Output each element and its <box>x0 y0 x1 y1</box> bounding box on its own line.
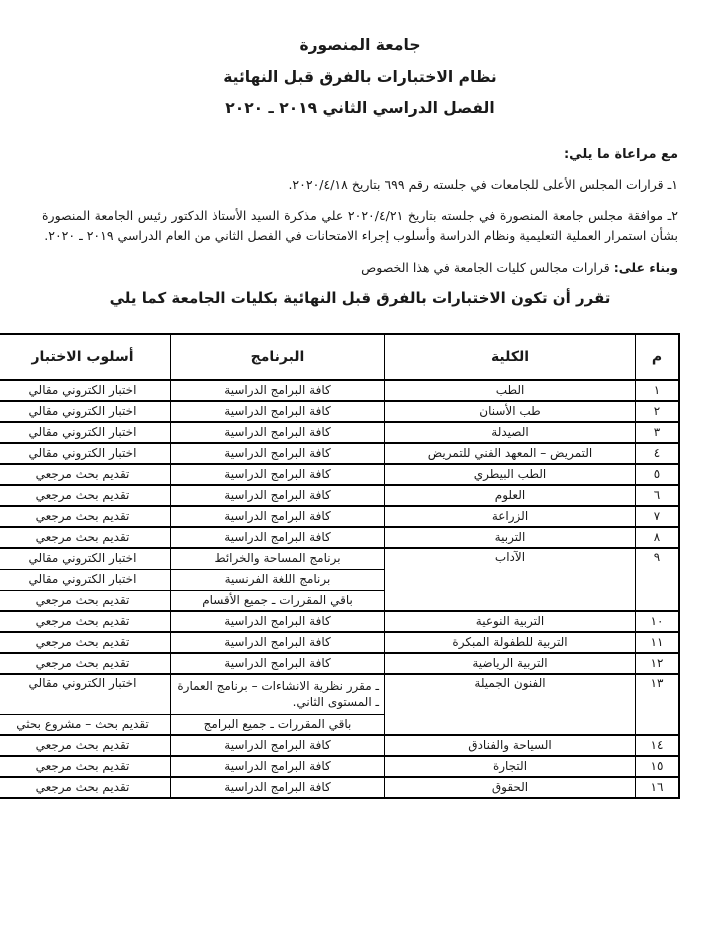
basis-rest: قرارات مجالس كليات الجامعة في هذا الخصوص <box>361 260 614 276</box>
column-header-number: م <box>636 334 680 380</box>
table-row <box>0 401 679 422</box>
table-row <box>0 756 679 777</box>
cell-number: ١٦ <box>636 777 680 798</box>
cell-number: ١٥ <box>636 756 680 777</box>
cell-college: الصيدلة <box>385 422 636 443</box>
cell-program: ـ مقرر نظرية الانشاءات – برنامج العمارة ـ المستوى الثاني. <box>171 674 385 714</box>
exam-method-table-wrapper <box>16 333 680 799</box>
cell-number: ١٢ <box>636 653 680 674</box>
cell-college: التربية <box>385 527 636 548</box>
cell-program: كافة البرامج الدراسية <box>171 632 385 653</box>
cell-program: كافة البرامج الدراسية <box>171 756 385 777</box>
cell-method: تقديم بحث مرجعي <box>0 777 171 798</box>
cell-program: كافة البرامج الدراسية <box>171 777 385 798</box>
cell-program: كافة البرامج الدراسية <box>171 506 385 527</box>
cell-college: السياحة والفنادق <box>385 735 636 756</box>
cell-college: الحقوق <box>385 777 636 798</box>
table-row <box>0 674 679 714</box>
cell-method: تقديم بحث مرجعي <box>0 464 171 485</box>
academic-term: الفصل الدراسي الثاني ٢٠١٩ ـ ٢٠٢٠ <box>225 99 495 117</box>
cell-college: الطب <box>385 380 636 401</box>
cell-college: التربية الرياضية <box>385 653 636 674</box>
cell-program: كافة البرامج الدراسية <box>171 443 385 464</box>
cell-method: اختبار الكتروني مقالي <box>0 674 171 714</box>
cell-program: كافة البرامج الدراسية <box>171 611 385 632</box>
university-name: جامعة المنصورة <box>299 36 421 54</box>
cell-number: ١٣ <box>636 674 680 735</box>
table-row <box>0 548 679 569</box>
cell-number: ١٤ <box>636 735 680 756</box>
cell-method: تقديم بحث مرجعي <box>0 735 171 756</box>
cell-college: التربية للطفولة المبكرة <box>385 632 636 653</box>
cell-college: الطب البيطري <box>385 464 636 485</box>
cell-program: باقي المقررات ـ جميع الأقسام <box>171 590 385 611</box>
cell-program: كافة البرامج الدراسية <box>171 653 385 674</box>
cell-college: التمريض – المعهد الفني للتمريض <box>385 443 636 464</box>
cell-college: الفنون الجميلة <box>385 674 636 735</box>
cell-program: كافة البرامج الدراسية <box>171 422 385 443</box>
cell-college: الزراعة <box>385 506 636 527</box>
cell-college: طب الأسنان <box>385 401 636 422</box>
table-header-row <box>0 334 679 380</box>
cell-method: تقديم بحث مرجعي <box>0 756 171 777</box>
cell-program: كافة البرامج الدراسية <box>171 735 385 756</box>
cell-program: كافة البرامج الدراسية <box>171 401 385 422</box>
cell-college: الآداب <box>385 548 636 611</box>
cell-method: تقديم بحث مرجعي <box>0 590 171 611</box>
table-row <box>0 632 679 653</box>
document-subject: نظام الاختبارات بالفرق قبل النهائية <box>223 67 497 86</box>
cell-method: اختبار الكتروني مقالي <box>0 548 171 569</box>
intro-section <box>42 147 678 247</box>
cell-number: ٨ <box>636 527 680 548</box>
exam-method-table <box>0 333 680 799</box>
cell-program: كافة البرامج الدراسية <box>171 485 385 506</box>
cell-number: ٩ <box>636 548 680 611</box>
consideration-item-1: ١ـ قرارات المجلس الأعلى للجامعات في جلسته رقم ٦٩٩ بتاريخ ٢٠٢٠/٤/١٨. <box>288 176 678 192</box>
table-row <box>0 611 679 632</box>
cell-college: التربية النوعية <box>385 611 636 632</box>
cell-number: ٥ <box>636 464 680 485</box>
cell-method: تقديم بحث مرجعي <box>0 611 171 632</box>
considerations-lead: مع مراعاة ما يلي: <box>563 146 678 162</box>
cell-method: تقديم بحث مرجعي <box>0 506 171 527</box>
cell-method: تقديم بحث – مشروع بحثي <box>0 714 171 735</box>
cell-method: تقديم بحث مرجعي <box>0 653 171 674</box>
cell-college: التجارة <box>385 756 636 777</box>
basis-lead: وبناء على: <box>613 260 678 276</box>
table-row <box>0 777 679 798</box>
table-row <box>0 653 679 674</box>
table-row <box>0 422 679 443</box>
cell-program: كافة البرامج الدراسية <box>171 527 385 548</box>
table-row <box>0 506 679 527</box>
basis-statement <box>42 260 678 275</box>
table-row <box>0 527 679 548</box>
cell-number: ١١ <box>636 632 680 653</box>
cell-program: كافة البرامج الدراسية <box>171 380 385 401</box>
cell-method: اختبار الكتروني مقالي <box>0 443 171 464</box>
column-header-method: أسلوب الاختبار <box>0 334 171 380</box>
table-head <box>0 334 679 380</box>
document-header <box>0 0 720 117</box>
table-row <box>0 443 679 464</box>
table-row <box>0 735 679 756</box>
cell-method: اختبار الكتروني مقالي <box>0 401 171 422</box>
cell-method: اختبار الكتروني مقالي <box>0 569 171 590</box>
cell-number: ٧ <box>636 506 680 527</box>
cell-method: اختبار الكتروني مقالي <box>0 380 171 401</box>
column-header-college: الكلية <box>385 334 636 380</box>
cell-number: ٢ <box>636 401 680 422</box>
cell-program: كافة البرامج الدراسية <box>171 464 385 485</box>
cell-method: اختبار الكتروني مقالي <box>0 422 171 443</box>
column-header-program: البرنامج <box>171 334 385 380</box>
consideration-item-2: ٢ـ موافقة مجلس جامعة المنصورة في جلسته بتاريخ ٢٠٢٠/٤/٢١ علي مذكرة السيد الأستاذ الدكتور رئيس الجامعة المنصورة بشأن استمرار العملية التعليمية ونظام الدراسة وأسلوب إجراء الامتحانات في الفصل الثاني من العام الدراسي ٢٠١٩ ـ ٢٠٢٠. <box>42 207 678 243</box>
cell-method: تقديم بحث مرجعي <box>0 632 171 653</box>
table-body <box>0 380 679 798</box>
cell-program: برنامج المساحة والخرائط <box>171 548 385 569</box>
cell-method: تقديم بحث مرجعي <box>0 485 171 506</box>
table-row <box>0 485 679 506</box>
cell-college: العلوم <box>385 485 636 506</box>
cell-program: باقي المقررات ـ جميع البرامج <box>171 714 385 735</box>
table-row <box>0 464 679 485</box>
cell-number: ١ <box>636 380 680 401</box>
cell-number: ٦ <box>636 485 680 506</box>
table-row <box>0 380 679 401</box>
decision-statement: تقرر أن تكون الاختبارات بالفرق قبل النهائية بكليات الجامعة كما يلي <box>109 289 611 308</box>
cell-number: ٣ <box>636 422 680 443</box>
cell-number: ١٠ <box>636 611 680 632</box>
cell-number: ٤ <box>636 443 680 464</box>
cell-program: برنامج اللغة الفرنسية <box>171 569 385 590</box>
cell-method: تقديم بحث مرجعي <box>0 527 171 548</box>
